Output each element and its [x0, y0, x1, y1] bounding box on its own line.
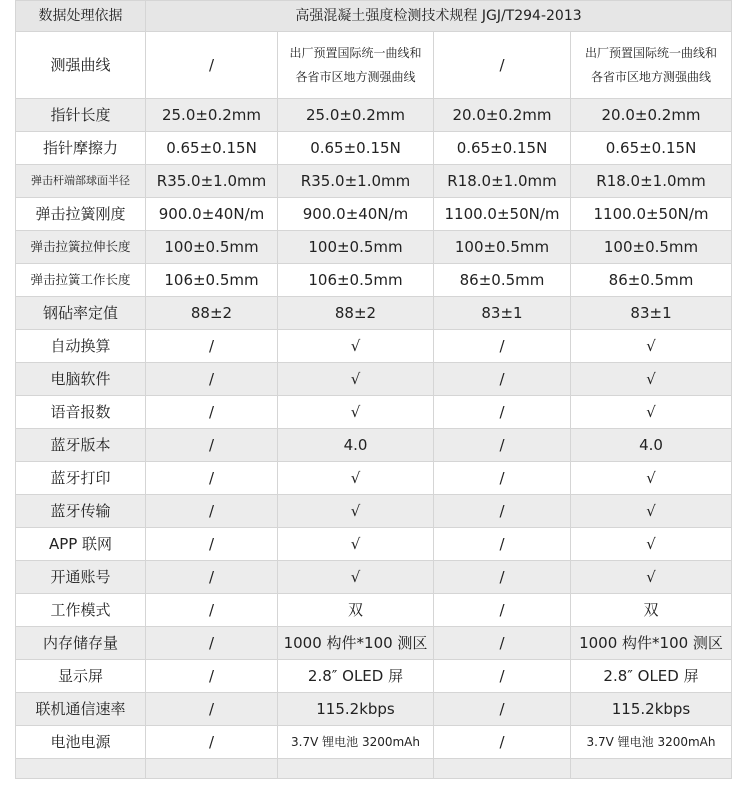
table-row [16, 726, 732, 759]
row-label: 蓝牙传输 [16, 495, 146, 528]
cell-model-3: / [434, 330, 571, 363]
cell-model-4: 100±0.5mm [571, 231, 732, 264]
table-row [16, 528, 732, 561]
cell-model-2: √ [278, 330, 434, 363]
cell-model-3: 86±0.5mm [434, 264, 571, 297]
table-row-cut-off [16, 759, 732, 779]
cell-model-2: 25.0±0.2mm [278, 99, 434, 132]
cell-model-2: 100±0.5mm [278, 231, 434, 264]
row-label: 弹击杆端部球面半径 [16, 165, 146, 198]
cell-line: 各省市区地方测强曲线 [295, 70, 416, 84]
cell-model-2: 3.7V 锂电池 3200mAh [278, 726, 434, 759]
cell-model-4: 20.0±0.2mm [571, 99, 732, 132]
cell-model-1: / [146, 429, 278, 462]
row-label: 内存储存量 [16, 627, 146, 660]
cut-off-cell [434, 759, 571, 779]
row-label: 联机通信速率 [16, 693, 146, 726]
cell-model-4: √ [571, 561, 732, 594]
cell-model-3: 1100.0±50N/m [434, 198, 571, 231]
cell-model-3: / [434, 462, 571, 495]
row-label: 指针摩擦力 [16, 132, 146, 165]
cell-model-4: √ [571, 396, 732, 429]
cell-model-4: 83±1 [571, 297, 732, 330]
cut-off-cell [571, 759, 732, 779]
cell-model-1: / [146, 462, 278, 495]
cell-model-3: / [434, 528, 571, 561]
table-row [16, 198, 732, 231]
cell-model-4: √ [571, 363, 732, 396]
cell-model-3: 0.65±0.15N [434, 132, 571, 165]
cell-model-1: 100±0.5mm [146, 231, 278, 264]
row-label: 语音报数 [16, 396, 146, 429]
table-row [16, 561, 732, 594]
table-row [16, 429, 732, 462]
cell-line: 出厂预置国际统一曲线和 [585, 46, 718, 60]
cell-model-1: / [146, 363, 278, 396]
cell-model-4: 3.7V 锂电池 3200mAh [571, 726, 732, 759]
row-label: 弹击拉簧工作长度 [16, 264, 146, 297]
cut-off-cell [146, 759, 278, 779]
row-label: APP 联网 [16, 528, 146, 561]
cell-model-4: 1000 构件*100 测区 [571, 627, 732, 660]
cell-model-3: 20.0±0.2mm [434, 99, 571, 132]
cell-model-3: / [434, 594, 571, 627]
cell-model-2: 2.8″ OLED 屏 [278, 660, 434, 693]
cell-model-4: 86±0.5mm [571, 264, 732, 297]
cell-model-2 [278, 32, 434, 99]
cell-model-1: / [146, 561, 278, 594]
cell-model-1: / [146, 627, 278, 660]
cell-model-1: 900.0±40N/m [146, 198, 278, 231]
cell-model-3: / [434, 726, 571, 759]
row-label: 显示屏 [16, 660, 146, 693]
row-label: 弹击拉簧拉伸长度 [16, 231, 146, 264]
row-label: 测强曲线 [16, 32, 146, 99]
cell-model-4: √ [571, 528, 732, 561]
table-row [16, 693, 732, 726]
cell-model-1: / [146, 594, 278, 627]
cell-model-4: 双 [571, 594, 732, 627]
table-row [16, 495, 732, 528]
table-row [16, 462, 732, 495]
cell-model-2: √ [278, 495, 434, 528]
cell-model-1: 106±0.5mm [146, 264, 278, 297]
cell-model-4: 2.8″ OLED 屏 [571, 660, 732, 693]
table-row [16, 297, 732, 330]
cell-model-3: 100±0.5mm [434, 231, 571, 264]
table-row [16, 99, 732, 132]
cell-model-3: 83±1 [434, 297, 571, 330]
cell-model-2: √ [278, 528, 434, 561]
cell-model-3: / [434, 627, 571, 660]
row-label: 钢砧率定值 [16, 297, 146, 330]
cell-model-2: 4.0 [278, 429, 434, 462]
table-row [16, 231, 732, 264]
cell-model-3: / [434, 32, 571, 99]
cell-model-1: / [146, 693, 278, 726]
table-row [16, 627, 732, 660]
table-row [16, 363, 732, 396]
cell-model-2: √ [278, 396, 434, 429]
cell-model-2: 115.2kbps [278, 693, 434, 726]
cell-model-1: 25.0±0.2mm [146, 99, 278, 132]
cell-model-2: R35.0±1.0mm [278, 165, 434, 198]
header-standard-cell: 高强混凝土强度检测技术规程 JGJ/T294-2013 [146, 1, 732, 32]
table-row-header [16, 1, 732, 32]
cell-model-3: / [434, 693, 571, 726]
cell-model-1: / [146, 528, 278, 561]
row-label: 弹击拉簧刚度 [16, 198, 146, 231]
cell-model-4: √ [571, 462, 732, 495]
cell-model-4: 4.0 [571, 429, 732, 462]
cell-model-2: 900.0±40N/m [278, 198, 434, 231]
spec-table [15, 0, 732, 779]
row-label: 电池电源 [16, 726, 146, 759]
table-row [16, 32, 732, 99]
cell-model-1: / [146, 726, 278, 759]
table-row [16, 264, 732, 297]
row-label: 电脑软件 [16, 363, 146, 396]
cell-model-2: 双 [278, 594, 434, 627]
cell-model-1: / [146, 396, 278, 429]
cell-model-3: / [434, 660, 571, 693]
cell-model-2: 1000 构件*100 测区 [278, 627, 434, 660]
cell-model-3: / [434, 429, 571, 462]
table-row [16, 396, 732, 429]
cell-model-1: / [146, 32, 278, 99]
cell-model-4: √ [571, 330, 732, 363]
cell-model-3: / [434, 363, 571, 396]
cell-model-2: √ [278, 363, 434, 396]
cell-model-4: √ [571, 495, 732, 528]
cell-model-2: √ [278, 561, 434, 594]
row-label: 开通账号 [16, 561, 146, 594]
cell-model-4: 115.2kbps [571, 693, 732, 726]
cell-model-1: / [146, 495, 278, 528]
cell-model-4: 1100.0±50N/m [571, 198, 732, 231]
row-label: 蓝牙版本 [16, 429, 146, 462]
table-row [16, 132, 732, 165]
cell-model-1: / [146, 660, 278, 693]
cell-model-3: / [434, 396, 571, 429]
cell-model-3: / [434, 495, 571, 528]
cell-model-2: 88±2 [278, 297, 434, 330]
cell-model-1: 0.65±0.15N [146, 132, 278, 165]
row-label: 指针长度 [16, 99, 146, 132]
table-row [16, 660, 732, 693]
cell-model-3: R18.0±1.0mm [434, 165, 571, 198]
cell-model-1: R35.0±1.0mm [146, 165, 278, 198]
cell-line: 出厂预置国际统一曲线和 [289, 46, 422, 60]
cut-off-cell [278, 759, 434, 779]
cell-model-2: 106±0.5mm [278, 264, 434, 297]
cell-model-3: / [434, 561, 571, 594]
cell-model-4: 0.65±0.15N [571, 132, 732, 165]
header-label-cell: 数据处理依据 [16, 1, 146, 32]
cell-model-4: R18.0±1.0mm [571, 165, 732, 198]
row-label: 自动换算 [16, 330, 146, 363]
cell-model-2: 0.65±0.15N [278, 132, 434, 165]
row-label: 蓝牙打印 [16, 462, 146, 495]
cut-off-cell [16, 759, 146, 779]
cell-model-1: / [146, 330, 278, 363]
cell-model-1: 88±2 [146, 297, 278, 330]
cell-model-4 [571, 32, 732, 99]
table-row [16, 594, 732, 627]
cell-model-2: √ [278, 462, 434, 495]
table-row [16, 165, 732, 198]
row-label: 工作模式 [16, 594, 146, 627]
table-row [16, 330, 732, 363]
cell-line: 各省市区地方测强曲线 [591, 70, 712, 84]
